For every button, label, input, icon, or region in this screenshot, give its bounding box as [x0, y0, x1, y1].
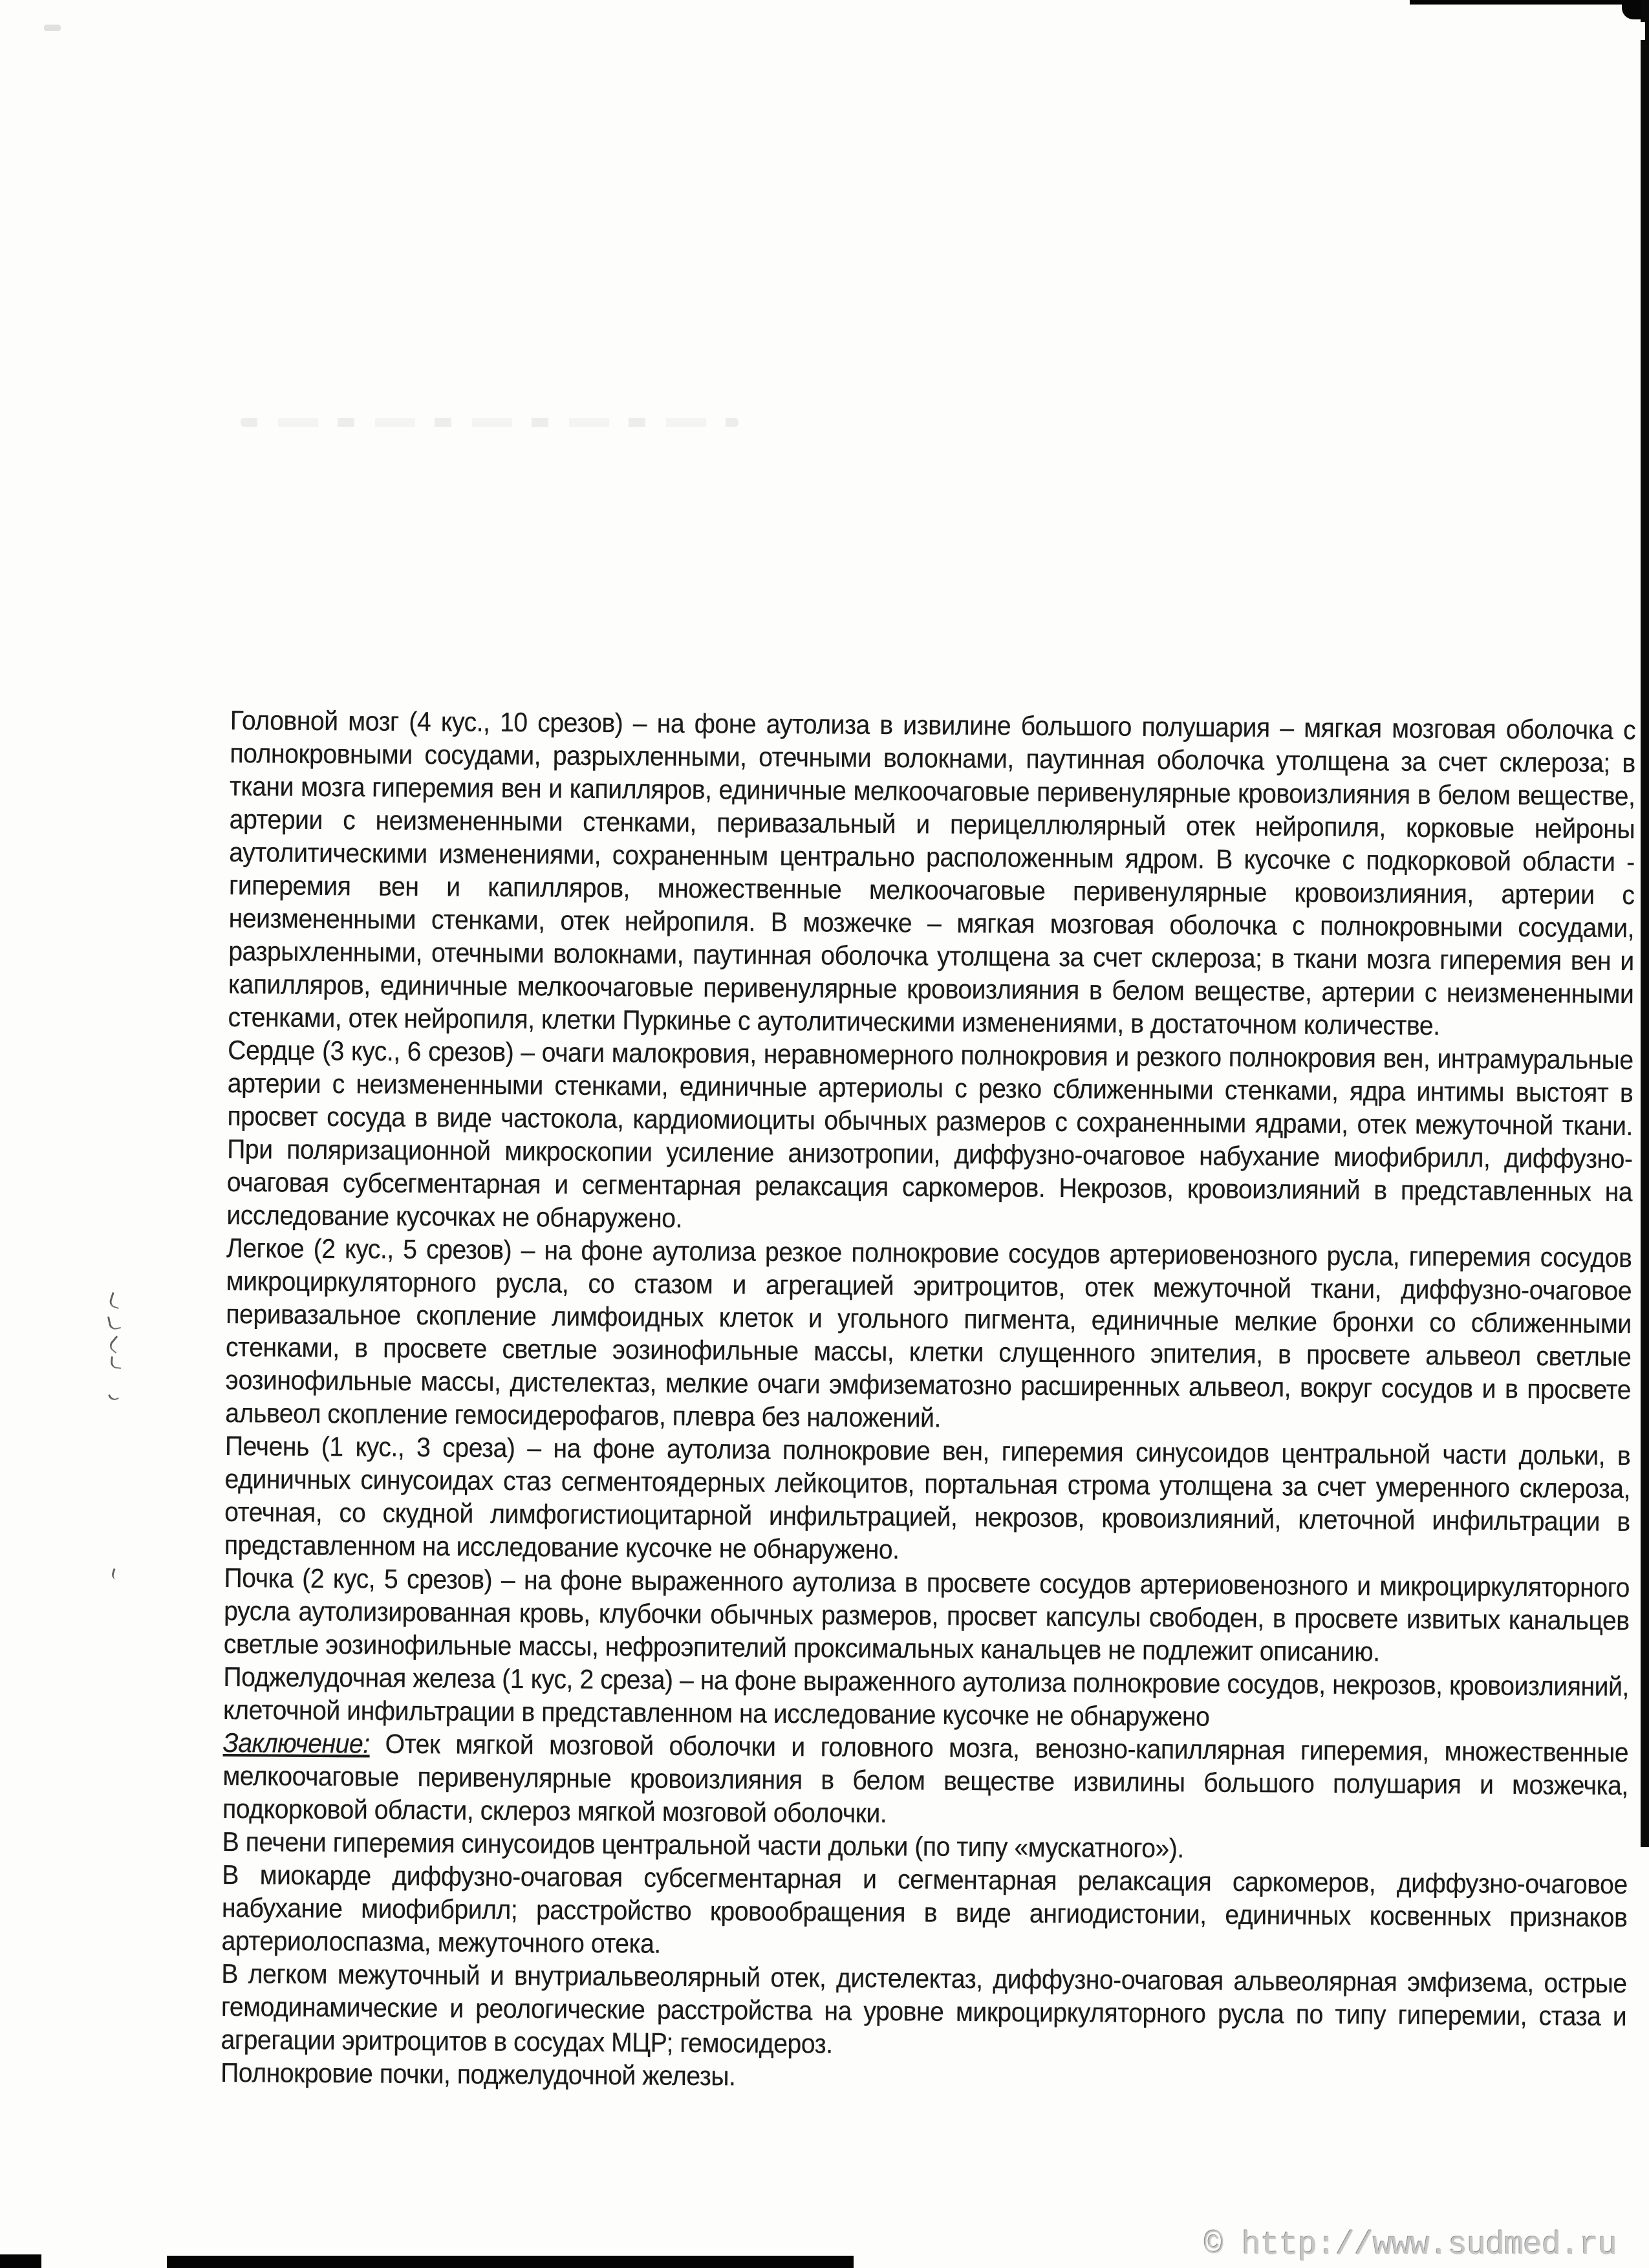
scan-speck	[107, 1335, 125, 1354]
scan-bottom-bar-artifact	[167, 2256, 854, 2268]
scan-speck	[107, 1314, 121, 1330]
erased-text-ghost	[241, 418, 738, 427]
report-paragraph-brain: Головной мозг (4 кус., 10 срезов) – на фоне аутолиза в извилине большого полушария – мягкая мозговая оболочка с полнокровными сосудами, разрыхленными, отечными волокнами, паутинная оболочка утолщена за счет склероза; в ткани мозга гиперемия вен и капилляров, единичные мелкоочаговые перивенулярные кровоизлияния в белом веществе, артерии с неизмененными стенками, перивазальный и перицеллюлярный отек нейропиля, корковые нейроны аутолитическими изменениями, сохраненным центрально расположенным ядром. В кусочке с подкорковой области - гиперемия вен и капилляров, множественные мелкоочаговые перивенулярные кровоизлияния, артерии с неизмененными стенками, отек нейропиля. В мозжечке – мягкая мозговая оболочка с полнокровными сосудами, разрыхленными, отечными волокнами, паутинная оболочка утолщена за счет склероза; в ткани мозга гиперемия вен и капилляров, единичные мелкоочаговые перивенулярные кровоизлияния в белом веществе, артерии с неизмененными стенками, отек нейропиля, клетки Пуркинье с аутолитическими изменениями, в достаточном количестве.	[228, 705, 1636, 1041]
report-paragraph-plethora-summary: Полнокровие почки, поджелудочной железы.	[221, 2057, 736, 2091]
scan-speck	[108, 1292, 123, 1309]
conclusion-label: Заключение:	[222, 1727, 370, 1759]
scan-right-edge-artifact	[1641, 0, 1649, 1847]
scan-speck	[111, 1568, 120, 1580]
scan-speck	[108, 1392, 119, 1402]
report-paragraph-liver-summary: В печени гиперемия синусоидов центральной части дольки (по типу «мускатного»).	[222, 1826, 1184, 1864]
report-paragraph-myocard-summary: В миокарде диффузно-очаговая субсегментарная и сегментарная релаксация саркомеров, диффузно-очаговое набухание миофибрилл; расстройство кровообращения в виде ангиодистонии, единичных косвенных признаков артериолоспазма, межуточного отека.	[221, 1859, 1628, 1959]
histology-report-text	[221, 704, 1635, 2099]
scan-bottom-corner-artifact	[0, 2254, 41, 2268]
conclusion-text: Отек мягкой мозговой оболочки и головного мозга, венозно-капиллярная гиперемия, множественные мелкоочаговые перивенулярные кровоизлияния в белом веществе извилины большого полушария и мозжечка, подкорковой области, склероз мягкой мозговой оболочки.	[222, 1728, 1629, 1829]
sudmed-watermark: © http://www.sudmed.ru	[1204, 2227, 1617, 2264]
report-paragraph-liver: Печень (1 кус., 3 среза) – на фоне аутолиза полнокровие вен, гиперемия синусоидов центральной части дольки, в единичных синусоидах стаз сегментоядерных лейкоцитов, портальная строма утолщена за счет умеренного склероза, отечная, со скудной лимфогистиоцитарной инфильтрацией, некрозов, кровоизлияний, клеточной инфильтрации в представленном на исследование кусочке не обнаружено.	[224, 1430, 1631, 1565]
scan-speck	[110, 1356, 122, 1368]
scan-smudge	[44, 25, 61, 31]
report-paragraph-kidney: Почка (2 кус, 5 срезов) – на фоне выраженного аутолиза в просвете сосудов артериовенозного и микроциркуляторного русла аутолизированная кровь, клубочки обычных размеров, просвет капсулы свободен, в просвете извитых канальцев светлые эозинофильные массы, нефроэпителий проксимальных канальцев не подлежит описанию.	[223, 1562, 1630, 1667]
report-paragraph-lung-summary: В легком межуточный и внутриальвеолярный отек, дистелектаз, диффузно-очаговая альвеолярная эмфизема, острые гемодинамические и реологические расстройства на уровне микроциркуляторного русла по типу гиперемии, стаза и агрегации эритроцитов в сосудах МЦР; гемосидероз.	[221, 1958, 1627, 2059]
report-paragraph-conclusion	[222, 1726, 1628, 1835]
scan-right-edge-gap	[1641, 22, 1645, 40]
scan-top-edge-artifact	[1410, 0, 1649, 5]
report-paragraph-pancreas: Поджелудочная железа (1 кус, 2 среза) – на фоне выраженного аутолиза полнокровие сосудов, некрозов, кровоизлияний, клеточной инфильтрации в представленном на исследование кусочке не обнаружено	[222, 1661, 1630, 1732]
report-paragraph-heart: Сердце (3 кус., 6 срезов) – очаги малокровия, неравномерного полнокровия и резкого полнокровия вен, интрамуральные артерии с неизмененными стенками, единичные артериолы с резко сближенными стенками, ядра интимы выстоят в просвет сосуда в виде частокола, кардиомиоциты обычных размеров с сохраненными ядрами, отек межуточной ткани. При поляризационной микроскопии усиление анизотропии, диффузно-очаговое набухание миофибрилл, диффузно-очаговая субсегментарная и сегментарная релаксация саркомеров. Некрозов, кровоизлияний в представленных на исследование кусочках не обнаружено.	[226, 1034, 1633, 1233]
report-paragraph-lung: Легкое (2 кус., 5 срезов) – на фоне аутолиза резкое полнокровие сосудов артериовенозного русла, гиперемия сосудов микроциркуляторного русла, со стазом и агрегацией эритроцитов, отек межуточной ткани, диффузно-очаговое перивазальное скопление лимфоидных клеток и угольного пигмента, единичные мелкие бронхи со сближенными стенками, в просвете светлые эозинофильные массы, клетки слущенного эпителия, в просвете альвеол светлые эозинофильные массы, дистелектаз, мелкие очаги эмфизематозно расширенных альвеол, вокруг сосудов и в просвете альвеол скопление гемосидерофагов, плевра без наложений.	[225, 1232, 1632, 1433]
